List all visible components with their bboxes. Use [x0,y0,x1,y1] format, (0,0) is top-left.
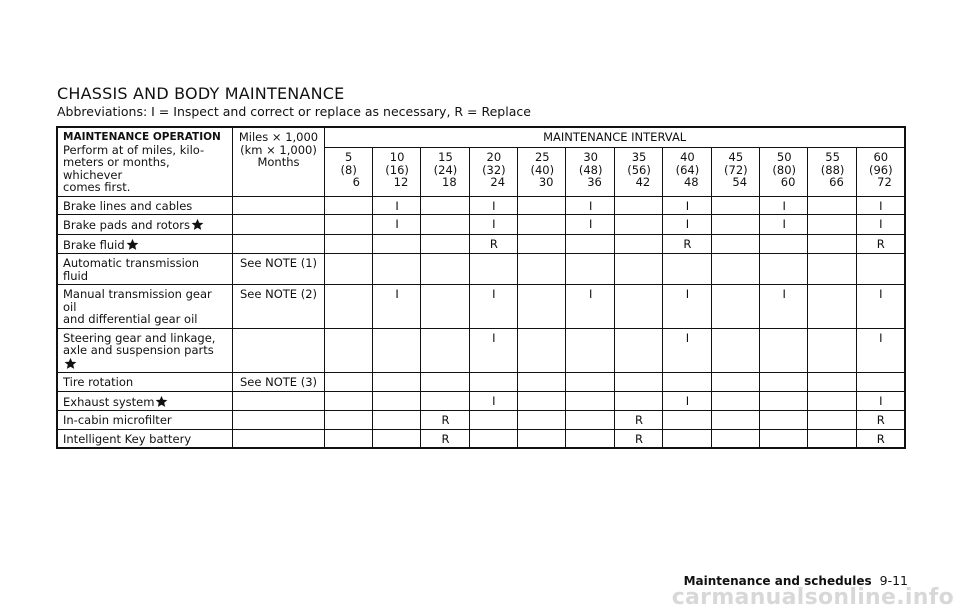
note-cell [232,215,324,235]
interval-months: 24 [490,175,506,190]
operation-label: Brake fluid [63,237,125,252]
maintenance-table [56,126,906,449]
interval-cell [614,285,662,329]
interval-months: 66 [829,175,844,190]
table-row [57,391,905,411]
note-cell: See NOTE (2) [232,285,324,329]
interval-miles: 60 [873,150,889,165]
interval-km: (16) [385,162,409,177]
interval-cell [518,254,566,285]
interval-col-header [614,148,662,196]
interval-months: 54 [732,175,748,190]
miles-header [232,127,324,196]
interval-cell [711,196,759,215]
interval-cell [421,328,469,373]
interval-cell: I [469,328,517,373]
interval-cell [566,411,614,430]
interval-km: (88) [820,162,845,177]
star-icon [155,395,168,408]
interval-cell [324,285,372,329]
interval-cell [566,391,614,411]
interval-cell [469,373,517,392]
interval-cell: I [566,215,614,235]
interval-cell [469,429,517,448]
interval-cell [421,215,469,235]
interval-cell [469,411,517,430]
operation-label: Steering gear and linkage, [63,330,216,345]
interval-cell [711,254,759,285]
interval-cell [518,285,566,329]
interval-cell [518,411,566,430]
interval-cell [324,328,372,373]
interval-col-header [663,148,711,196]
operation-label: Brake lines and cables [63,198,193,213]
interval-col-header [566,148,614,196]
interval-cell [518,215,566,235]
page-title: CHASSIS AND BODY MAINTENANCE [57,84,345,103]
interval-cell [760,411,808,430]
interval-cell [518,328,566,373]
operation-label: In-cabin microfilter [63,413,172,427]
interval-cell [324,215,372,235]
operation-label: Exhaust system [63,394,155,409]
interval-col-header [469,148,517,196]
interval-cell: I [856,391,904,411]
interval-cell [808,391,856,411]
interval-months: 42 [635,175,651,190]
interval-cell [566,254,614,285]
interval-months: 18 [442,175,457,190]
interval-miles: 50 [776,150,792,165]
interval-cell [372,234,420,254]
interval-months: 48 [683,175,699,190]
watermark: carmanualsonline.info [671,585,954,610]
interval-months: 72 [877,175,892,190]
interval-cell: I [856,328,904,373]
interval-cell: I [760,285,808,329]
interval-miles: 10 [389,150,405,165]
interval-cell [808,373,856,392]
operation-header-title: MAINTENANCE OPERATION [63,131,221,143]
interval-miles: 40 [680,150,695,165]
interval-months: 60 [780,175,796,190]
interval-cell [856,373,904,392]
interval-cell [663,411,711,430]
table-row [57,411,905,430]
interval-cell [760,328,808,373]
interval-cell: I [469,391,517,411]
interval-cell [372,391,420,411]
interval-cell [372,328,420,373]
abbreviations-note: Abbreviations: I = Inspect and correct or replace as necessary, R = Replace [57,104,531,119]
operation-cell [57,285,232,329]
interval-miles: 45 [728,150,744,165]
operation-cell [57,411,232,430]
interval-cell: I [856,285,904,329]
interval-cell [421,196,469,215]
interval-header: MAINTENANCE INTERVAL [324,127,905,148]
interval-cell [711,285,759,329]
interval-cell [324,373,372,392]
star-icon [64,357,77,370]
interval-cell: R [856,411,904,430]
operation-label: and differential gear oil [63,312,198,326]
interval-cell: I [469,196,517,215]
star-icon [191,218,204,231]
interval-cell [808,254,856,285]
interval-cell: I [372,196,420,215]
interval-miles: 30 [583,150,598,165]
interval-cell: I [372,285,420,329]
operation-cell [57,196,232,215]
note-cell: See NOTE (3) [232,373,324,392]
interval-col-header [856,148,904,196]
interval-miles: 15 [438,150,453,165]
interval-km: (64) [675,162,700,177]
interval-cell: I [663,285,711,329]
operation-label: Tire rotation [63,375,134,389]
interval-cell [372,411,420,430]
header-row [57,127,905,148]
interval-cell [421,391,469,411]
interval-cell [518,391,566,411]
interval-cell [808,196,856,215]
interval-cell: I [663,391,711,411]
interval-cell [614,391,662,411]
interval-miles: 5 [345,150,353,165]
table-row [57,215,905,235]
operation-cell [57,429,232,448]
interval-cell: R [469,234,517,254]
interval-cell: I [469,215,517,235]
interval-cell [566,234,614,254]
interval-cell [711,328,759,373]
interval-col-header [372,148,420,196]
interval-cell [324,391,372,411]
interval-cell [663,429,711,448]
interval-cell: I [663,328,711,373]
interval-cell [518,196,566,215]
interval-cell: I [372,215,420,235]
interval-cell [808,285,856,329]
operation-header [57,127,232,196]
months-header-line: Months [257,155,300,169]
interval-cell [808,215,856,235]
operation-header-line: comes first. [63,180,131,194]
miles-header-line: Miles × 1,000 [238,130,319,144]
interval-col-header [324,148,372,196]
interval-cell [372,373,420,392]
interval-cell [324,196,372,215]
interval-cell: R [856,234,904,254]
interval-cell [324,254,372,285]
interval-cell [614,234,662,254]
note-cell [232,328,324,373]
interval-cell [711,215,759,235]
interval-miles: 55 [825,150,840,165]
interval-months: 12 [393,175,409,190]
interval-cell [421,254,469,285]
interval-cell: I [760,196,808,215]
interval-miles: 25 [534,150,550,165]
interval-cell: R [614,411,662,430]
table-row [57,373,905,392]
operation-label: axle and suspension parts [63,343,214,357]
interval-col-header [518,148,566,196]
table-row [57,429,905,448]
interval-cell [808,328,856,373]
note-cell [232,411,324,430]
interval-km: (48) [578,162,603,177]
interval-cell: R [856,429,904,448]
interval-cell: I [469,285,517,329]
interval-col-header [808,148,856,196]
note-cell [232,429,324,448]
km-header-line: (km × 1,000) [240,142,317,157]
interval-cell [614,373,662,392]
interval-cell [518,429,566,448]
interval-months: 30 [538,175,554,190]
operation-header-line: Perform at of miles, kilo- [63,142,205,157]
interval-cell [711,391,759,411]
interval-cell [711,373,759,392]
interval-cell: I [663,215,711,235]
interval-cell [469,254,517,285]
interval-km: (96) [868,162,893,177]
interval-cell: R [421,411,469,430]
interval-cell [372,429,420,448]
note-cell [232,234,324,254]
operation-cell [57,254,232,285]
table-row [57,328,905,373]
interval-cell [856,254,904,285]
interval-cell: I [663,196,711,215]
interval-cell [372,254,420,285]
interval-cell [421,285,469,329]
interval-cell [421,373,469,392]
interval-cell [663,254,711,285]
operation-cell [57,234,232,254]
interval-cell [663,373,711,392]
interval-km: (40) [530,162,555,177]
note-cell [232,391,324,411]
interval-cell: I [856,215,904,235]
operation-label: Automatic transmission fluid [63,256,200,283]
table-row [57,234,905,254]
interval-cell [518,373,566,392]
interval-col-header [760,148,808,196]
interval-cell [760,373,808,392]
interval-cell [566,429,614,448]
interval-cell: R [663,234,711,254]
interval-km: (8) [340,162,357,177]
interval-cell [760,234,808,254]
interval-months: 36 [587,175,602,190]
interval-cell: R [421,429,469,448]
interval-cell [566,373,614,392]
interval-col-header [711,148,759,196]
footer-section: Maintenance and schedules [683,574,872,588]
interval-cell [614,328,662,373]
operation-cell [57,373,232,392]
interval-cell [566,328,614,373]
interval-cell [760,254,808,285]
operation-cell [57,215,232,235]
interval-cell [711,411,759,430]
operation-label: Brake pads and rotors [63,218,191,232]
interval-cell [808,429,856,448]
interval-cell [711,234,759,254]
interval-cell [614,196,662,215]
table-row [57,196,905,215]
interval-km: (56) [627,162,651,177]
star-icon [126,238,139,251]
note-cell: See NOTE (1) [232,254,324,285]
interval-cell: I [566,285,614,329]
interval-cell: I [566,196,614,215]
operation-cell [57,391,232,411]
interval-cell [614,254,662,285]
table-row [57,285,905,329]
interval-cell [614,215,662,235]
interval-cell [518,234,566,254]
interval-cell [760,429,808,448]
operation-cell [57,328,232,373]
interval-col-header [421,148,469,196]
interval-km: (24) [433,162,458,177]
interval-cell [760,391,808,411]
table-row [57,254,905,285]
interval-cell: R [614,429,662,448]
interval-cell [808,234,856,254]
interval-cell: I [760,215,808,235]
operation-label: Intelligent Key battery [63,431,192,446]
note-cell [232,196,324,215]
interval-miles: 35 [631,150,647,165]
operation-label: Manual transmission gear oil [63,287,212,314]
interval-cell: I [856,196,904,215]
operation-header-line: meters or months, whichever [63,155,170,182]
interval-cell [421,234,469,254]
interval-cell [711,429,759,448]
interval-km: (32) [482,162,506,177]
page-number: 9-11 [879,573,908,588]
interval-cell [324,234,372,254]
interval-cell [324,429,372,448]
interval-miles: 20 [486,150,502,165]
interval-km: (80) [772,162,797,177]
interval-cell [324,411,372,430]
interval-cell [808,411,856,430]
interval-months: 6 [352,175,360,190]
interval-km: (72) [724,162,748,177]
